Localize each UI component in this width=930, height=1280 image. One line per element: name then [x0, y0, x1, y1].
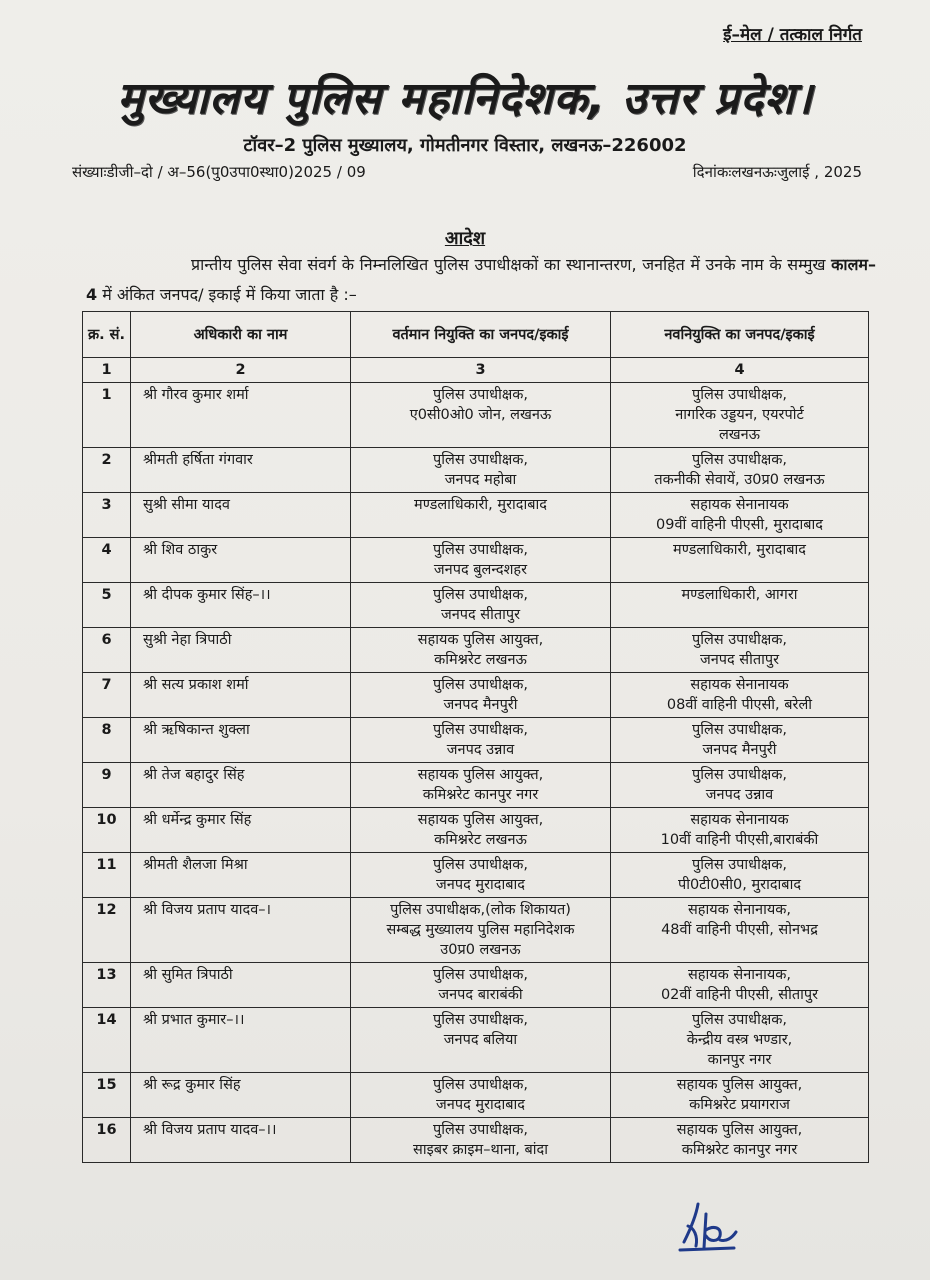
posting-line: पुलिस उपाधीक्षक, [692, 767, 787, 783]
posting-line: पुलिस उपाधीक्षक,(लोक शिकायत) [390, 902, 571, 918]
posting-line: कमिश्नरेट कानपुर नगर [422, 787, 539, 803]
table-row [83, 1118, 869, 1163]
table-row [83, 673, 869, 718]
serial-number-cell: 9 [83, 763, 131, 808]
table-row [83, 763, 869, 808]
posting-line: पुलिस उपाधीक्षक, [692, 1012, 787, 1028]
posting-line: पुलिस उपाधीक्षक, [692, 387, 787, 403]
posting-line: जनपद बुलन्दशहर [433, 562, 528, 578]
intro-text-b: में अंकित जनपद/ इकाई में किया जाता है :– [97, 285, 357, 304]
current-posting-cell [351, 718, 611, 763]
posting-line: सहायक पुलिस आयुक्त, [417, 812, 544, 828]
posting-line: 02वीं वाहिनी पीएसी, सीतापुर [660, 987, 819, 1003]
officer-name-cell: श्री धर्मेन्द्र कुमार सिंह [131, 808, 351, 853]
officer-name-cell: श्री शिव ठाकुर [131, 538, 351, 583]
posting-line: जनपद मुरादाबाद [436, 877, 525, 893]
posting-line: जनपद सीतापुर [699, 652, 780, 668]
new-posting-cell [611, 1118, 869, 1163]
new-posting-cell [611, 493, 869, 538]
header-current-posting: वर्तमान नियुक्ति का जनपद/इकाई [351, 312, 611, 358]
posting-line: जनपद महोबा [444, 472, 517, 488]
officer-name-cell: श्रीमती हर्षिता गंगवार [131, 448, 351, 493]
current-posting-cell [351, 383, 611, 448]
posting-line: कमिश्नरेट लखनऊ [434, 832, 527, 848]
posting-line: मण्डलाधिकारी, मुरादाबाद [414, 497, 547, 513]
posting-line: पुलिस उपाधीक्षक, [433, 857, 528, 873]
new-posting-cell [611, 538, 869, 583]
reference-number: संख्याःडीजी–दो / अ–56(पु0उपा0स्था0)2025 / 09 [72, 163, 366, 181]
current-posting-cell [351, 763, 611, 808]
order-intro [86, 250, 876, 310]
posting-line: जनपद उन्नाव [705, 787, 774, 803]
posting-line: पुलिस उपाधीक्षक, [433, 542, 528, 558]
current-posting-cell [351, 673, 611, 718]
current-posting-cell [351, 538, 611, 583]
posting-line: पुलिस उपाधीक्षक, [692, 722, 787, 738]
officer-name-cell: श्री गौरव कुमार शर्मा [131, 383, 351, 448]
col-number: 2 [131, 358, 351, 383]
table-row [83, 583, 869, 628]
posting-line: लखनऊ [718, 427, 761, 443]
current-posting-cell [351, 448, 611, 493]
header-new-posting: नवनियुक्ति का जनपद/इकाई [611, 312, 869, 358]
email-urgent-tag: ई–मेल / तत्काल निर्गत [723, 25, 862, 45]
current-posting-cell [351, 808, 611, 853]
table-row [83, 538, 869, 583]
posting-line: जनपद मैनपुरी [702, 742, 777, 758]
posting-line: जनपद उन्नाव [446, 742, 515, 758]
posting-line: पुलिस उपाधीक्षक, [433, 967, 528, 983]
organization-address: टॉवर–2 पुलिस मुख्यालय, गोमतीनगर विस्तार, लखनऊ–226002 [243, 135, 687, 156]
posting-line: सहायक पुलिस आयुक्त, [417, 632, 544, 648]
table-row [83, 963, 869, 1008]
officer-name-cell: श्री दीपक कुमार सिंह–।। [131, 583, 351, 628]
posting-line: जनपद सीतापुर [440, 607, 521, 623]
current-posting-cell [351, 853, 611, 898]
serial-number-cell: 8 [83, 718, 131, 763]
table-row [83, 718, 869, 763]
serial-number-cell: 10 [83, 808, 131, 853]
officer-name-cell: श्री प्रभात कुमार–।। [131, 1008, 351, 1073]
serial-number-cell: 2 [83, 448, 131, 493]
posting-line: सहायक सेनानायक [690, 677, 789, 693]
posting-line: 48वीं वाहिनी पीएसी, सोनभद्र [661, 922, 818, 938]
serial-number-cell: 11 [83, 853, 131, 898]
table-row [83, 493, 869, 538]
posting-line: मण्डलाधिकारी, मुरादाबाद [673, 542, 806, 558]
new-posting-cell [611, 628, 869, 673]
intro-text-a: प्रान्तीय पुलिस सेवा संवर्ग के निम्नलिखित पुलिस उपाधीक्षकों का स्थानान्तरण, जनहित में उनके नाम के सम्मुख [191, 255, 832, 274]
organization-title: मुख्यालय पुलिस महानिदेशक, उत्तर प्रदेश। [117, 73, 813, 124]
posting-line: पुलिस उपाधीक्षक, [433, 1122, 528, 1138]
table-body [83, 383, 869, 1163]
new-posting-cell [611, 718, 869, 763]
header-officer-name: अधिकारी का नाम [131, 312, 351, 358]
current-posting-cell [351, 963, 611, 1008]
posting-line: कानपुर नगर [707, 1052, 772, 1068]
posting-line: सहायक पुलिस आयुक्त, [676, 1077, 803, 1093]
posting-line: सहायक पुलिस आयुक्त, [417, 767, 544, 783]
posting-line: नागरिक उड्डयन, एयरपोर्ट [675, 407, 804, 423]
officer-name-cell: श्री विजय प्रताप यादव–। [131, 898, 351, 963]
new-posting-cell [611, 383, 869, 448]
table-row [83, 1073, 869, 1118]
posting-line: पुलिस उपाधीक्षक, [433, 1077, 528, 1093]
new-posting-cell [611, 1073, 869, 1118]
posting-line: पुलिस उपाधीक्षक, [692, 857, 787, 873]
posting-line: पुलिस उपाधीक्षक, [433, 677, 528, 693]
transfer-table [82, 311, 869, 1163]
posting-line: पुलिस उपाधीक्षक, [433, 722, 528, 738]
serial-number-cell: 1 [83, 383, 131, 448]
officer-name-cell: श्री सत्य प्रकाश शर्मा [131, 673, 351, 718]
officer-name-cell: श्री तेज बहादुर सिंह [131, 763, 351, 808]
table-row [83, 448, 869, 493]
posting-line: मण्डलाधिकारी, आगरा [681, 587, 798, 603]
posting-line: कमिश्नरेट प्रयागराज [689, 1097, 790, 1113]
posting-line: 10वीं वाहिनी पीएसी,बाराबंकी [660, 832, 819, 848]
current-posting-cell [351, 493, 611, 538]
posting-line: पुलिस उपाधीक्षक, [433, 1012, 528, 1028]
table-row [83, 808, 869, 853]
serial-number-cell: 4 [83, 538, 131, 583]
header-serial: क्र. सं. [83, 312, 131, 358]
posting-line: पुलिस उपाधीक्षक, [692, 452, 787, 468]
posting-line: साइबर क्राइम–थाना, बांदा [413, 1142, 548, 1158]
table-row [83, 853, 869, 898]
col-number: 4 [611, 358, 869, 383]
new-posting-cell [611, 448, 869, 493]
col-number: 3 [351, 358, 611, 383]
intro-column-ref: कालम–4 [86, 255, 876, 304]
posting-line: उ0प्र0 लखनऊ [440, 942, 521, 958]
posting-line: कमिश्नरेट लखनऊ [434, 652, 527, 668]
issue-date: दिनांकःलखनऊःजुलाई , 2025 [692, 163, 862, 181]
posting-line: सहायक सेनानायक, [688, 902, 791, 918]
current-posting-cell [351, 1118, 611, 1163]
serial-number-cell: 14 [83, 1008, 131, 1073]
posting-line: सम्बद्ध मुख्यालय पुलिस महानिदेशक [386, 922, 575, 938]
posting-line: पुलिस उपाधीक्षक, [433, 587, 528, 603]
posting-line: सहायक सेनानायक [690, 812, 789, 828]
current-posting-cell [351, 898, 611, 963]
table-row [83, 1008, 869, 1073]
officer-name-cell: श्री विजय प्रताप यादव–।। [131, 1118, 351, 1163]
posting-line: 08वीं वाहिनी पीएसी, बरेली [666, 697, 813, 713]
new-posting-cell [611, 763, 869, 808]
posting-line: जनपद बलिया [443, 1032, 518, 1048]
serial-number-cell: 7 [83, 673, 131, 718]
current-posting-cell [351, 1008, 611, 1073]
serial-number-cell: 5 [83, 583, 131, 628]
posting-line: केन्द्रीय वस्त्र भण्डार, [686, 1032, 793, 1048]
new-posting-cell [611, 963, 869, 1008]
new-posting-cell [611, 898, 869, 963]
posting-line: सहायक पुलिस आयुक्त, [676, 1122, 803, 1138]
new-posting-cell [611, 583, 869, 628]
serial-number-cell: 6 [83, 628, 131, 673]
posting-line: सहायक सेनानायक [690, 497, 789, 513]
posting-line: कमिश्नरेट कानपुर नगर [681, 1142, 798, 1158]
posting-line: जनपद मुरादाबाद [436, 1097, 525, 1113]
posting-line: जनपद मैनपुरी [443, 697, 518, 713]
table-row [83, 898, 869, 963]
current-posting-cell [351, 628, 611, 673]
table-row [83, 383, 869, 448]
new-posting-cell [611, 853, 869, 898]
posting-line: जनपद बाराबंकी [438, 987, 523, 1003]
serial-number-cell: 12 [83, 898, 131, 963]
current-posting-cell [351, 1073, 611, 1118]
posting-line: पुलिस उपाधीक्षक, [433, 387, 528, 403]
table-row [83, 628, 869, 673]
col-number: 1 [83, 358, 131, 383]
serial-number-cell: 13 [83, 963, 131, 1008]
officer-name-cell: श्री सुमित त्रिपाठी [131, 963, 351, 1008]
officer-name-cell: श्री रूद्र कुमार सिंह [131, 1073, 351, 1118]
posting-line: ए0सी0ओ0 जोन, लखनऊ [409, 407, 552, 423]
posting-line: तकनीकी सेवायें, उ0प्र0 लखनऊ [654, 472, 825, 488]
posting-line: पुलिस उपाधीक्षक, [433, 452, 528, 468]
officer-name-cell: श्री ऋषिकान्त शुक्ला [131, 718, 351, 763]
new-posting-cell [611, 673, 869, 718]
posting-line: पुलिस उपाधीक्षक, [692, 632, 787, 648]
handwritten-signature [676, 1196, 746, 1256]
posting-line: 09वीं वाहिनी पीएसी, मुरादाबाद [656, 517, 823, 533]
serial-number-cell: 3 [83, 493, 131, 538]
officer-name-cell: श्रीमती शैलजा मिश्रा [131, 853, 351, 898]
new-posting-cell [611, 808, 869, 853]
serial-number-cell: 15 [83, 1073, 131, 1118]
current-posting-cell [351, 583, 611, 628]
serial-number-cell: 16 [83, 1118, 131, 1163]
new-posting-cell [611, 1008, 869, 1073]
officer-name-cell: सुश्री नेहा त्रिपाठी [131, 628, 351, 673]
posting-line: सहायक सेनानायक, [688, 967, 791, 983]
order-title: आदेश [444, 228, 486, 249]
officer-name-cell: सुश्री सीमा यादव [131, 493, 351, 538]
posting-line: पी0टी0सी0, मुरादाबाद [677, 877, 802, 893]
